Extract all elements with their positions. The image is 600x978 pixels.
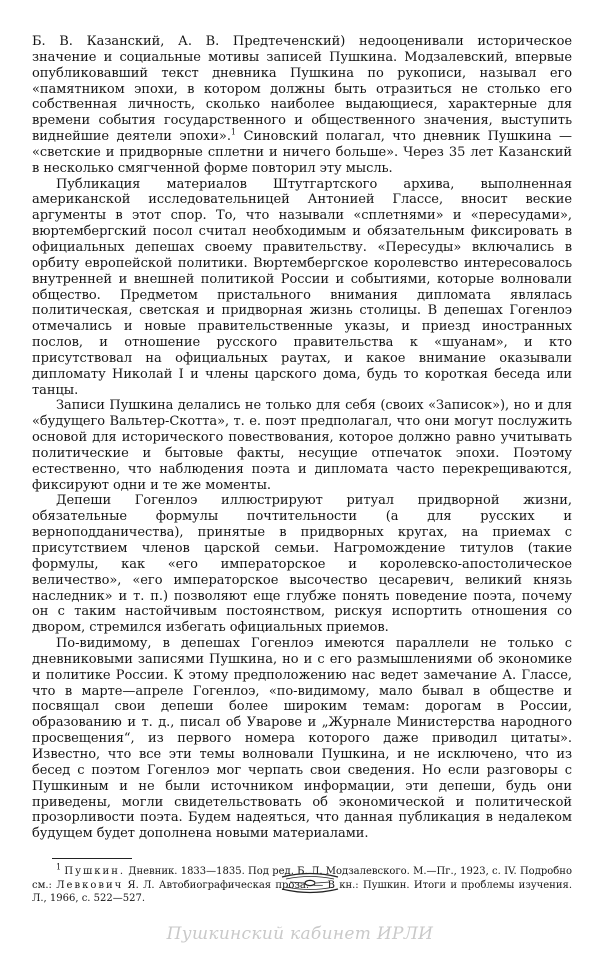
paragraph-2: Публикация материалов Штутгартского архива, выполненная американской исследовательницей Антонией Глассе, вносит веские аргументы в этот спор. То, что называли «сплетнями» и «пересудами», вюртембергский посол считал необходимым и обязательным фиксировать в официальных депешах своему правительству. «Пересуды» включались в орбиту европейской политики. Вюртембергское королевство интересовалось внутренней и внешней политикой России и событиями, которые волновали общество. Предметом пристального внимания дипломата являлась политическая, светская и придворная жизнь столицы. В депешах Гогенлоэ отмечались и новые правительственные указы, и приезд иностранных послов, и отношение русского правительства к «шуанам», и кто присутствовал на официальных раутах, и какое внимание оказывали дипломату Николай I и члены царского дома, будь то короткая беседа или танцы. — [32, 176, 572, 398]
footnote-author-2: Левкович — [56, 879, 124, 891]
paragraph-1-continuation: Синовский полагал, что дневник Пушкина — «светские и придворные сплетни и ничего больше». Через 35 лет Казанский в несколько смягченной форме повторил эту мысль. — [32, 129, 572, 176]
page-body — [32, 34, 572, 906]
paragraph-1-text: Б. В. Казанский, А. В. Предтеченский) недооценивали историческое значение и социальные мотивы записей Пушкина. Модзалевский, впервые опубликовавший текст дневника Пушкина по рукописи, называл его «памятником эпохи, в котором должны быть отразиться не столько его собственная личность, сколько наиболее выдающиеся, характерные для времени события государственного и общественного значения, выступить виднейшие деятели эпохи». — [32, 34, 572, 145]
footnote-text-1: Дневник. 1833—1835. Под ред. Б. Л. Модзалевского. М.—Пг., 1923, с. IV. Подробно см.: — [32, 866, 572, 891]
ornament-icon — [280, 868, 340, 898]
paragraph-4: Депеши Гогенлоэ иллюстрируют ритуал придворной жизни, обязательные формулы почтительности (а для русских и верноподданичества), принятые в придворных кругах, на приемах с присутствием членов царской семьи. Нагромождение титулов (такие формулы, как «его императорское и королевско-апостолическое величество», «его императорское высочество цесаревич, великий князь наследник» и т. п.) позволяют еще глубже понять поведение поэта, почему он с таким настойчивым постоянством, рискуя испортить отношения со двором, стремился избегать официальных приемов. — [32, 493, 572, 636]
watermark: Пушкинский кабинет ИРЛИ — [166, 924, 434, 944]
footnote-divider — [52, 858, 132, 859]
paragraph-1 — [32, 34, 572, 177]
footnote-text-2: Я. Л. Автобиографическая проза. — В кн.: Пушкин. Итоги и проблемы изучения. Л., 1966, с. 522—527. — [32, 879, 572, 905]
paragraph-3: Записи Пушкина делались не только для себя (своих «Записок»), но и для «будущего Вальтер-Скотта», т. е. поэт предполагал, что они могут послужить основой для исторического повествования, которое должно равно учитывать политические и бытовые факты, несущие отпечаток эпохи. Поэтому естественно, что наблюдения поэта и дипломата часто перекрещиваются, фиксируют одни и те же моменты. — [32, 398, 572, 493]
footnote-number: 1 — [56, 862, 62, 872]
paragraph-5: По-видимому, в депешах Гогенлоэ имеются параллели не только с дневниковыми записями Пушкина, но и с его размышлениями об экономике и политике России. К этому предположению нас ведет замечание А. Глассе, что в марте—апреле Гогенлоэ, «по-видимому, мало бывал в обществе и посвящал свои депеши более широким темам: дорогам в России, образованию и т. д., писал об Уварове и „Журнале Министерства народного просвещения“, из первого номера которого даже приводил цитаты». Известно, что все эти темы волновали Пушкина, и не исключено, что из бесед с поэтом Гогенлоэ мог черпать свои сведения. Но если разговоры с Пушкиным и не были источником информации, эти депеши, будь они приведены, могли свидетельствовать об экономической и политической прозорливости поэта. Будем надеяться, что данная публикация в недалеком будущем будет дополнена новыми материалами. — [32, 636, 572, 842]
footnote-author-1: Пушкин. — [64, 866, 126, 878]
footnote-ref: 1 — [230, 127, 236, 137]
